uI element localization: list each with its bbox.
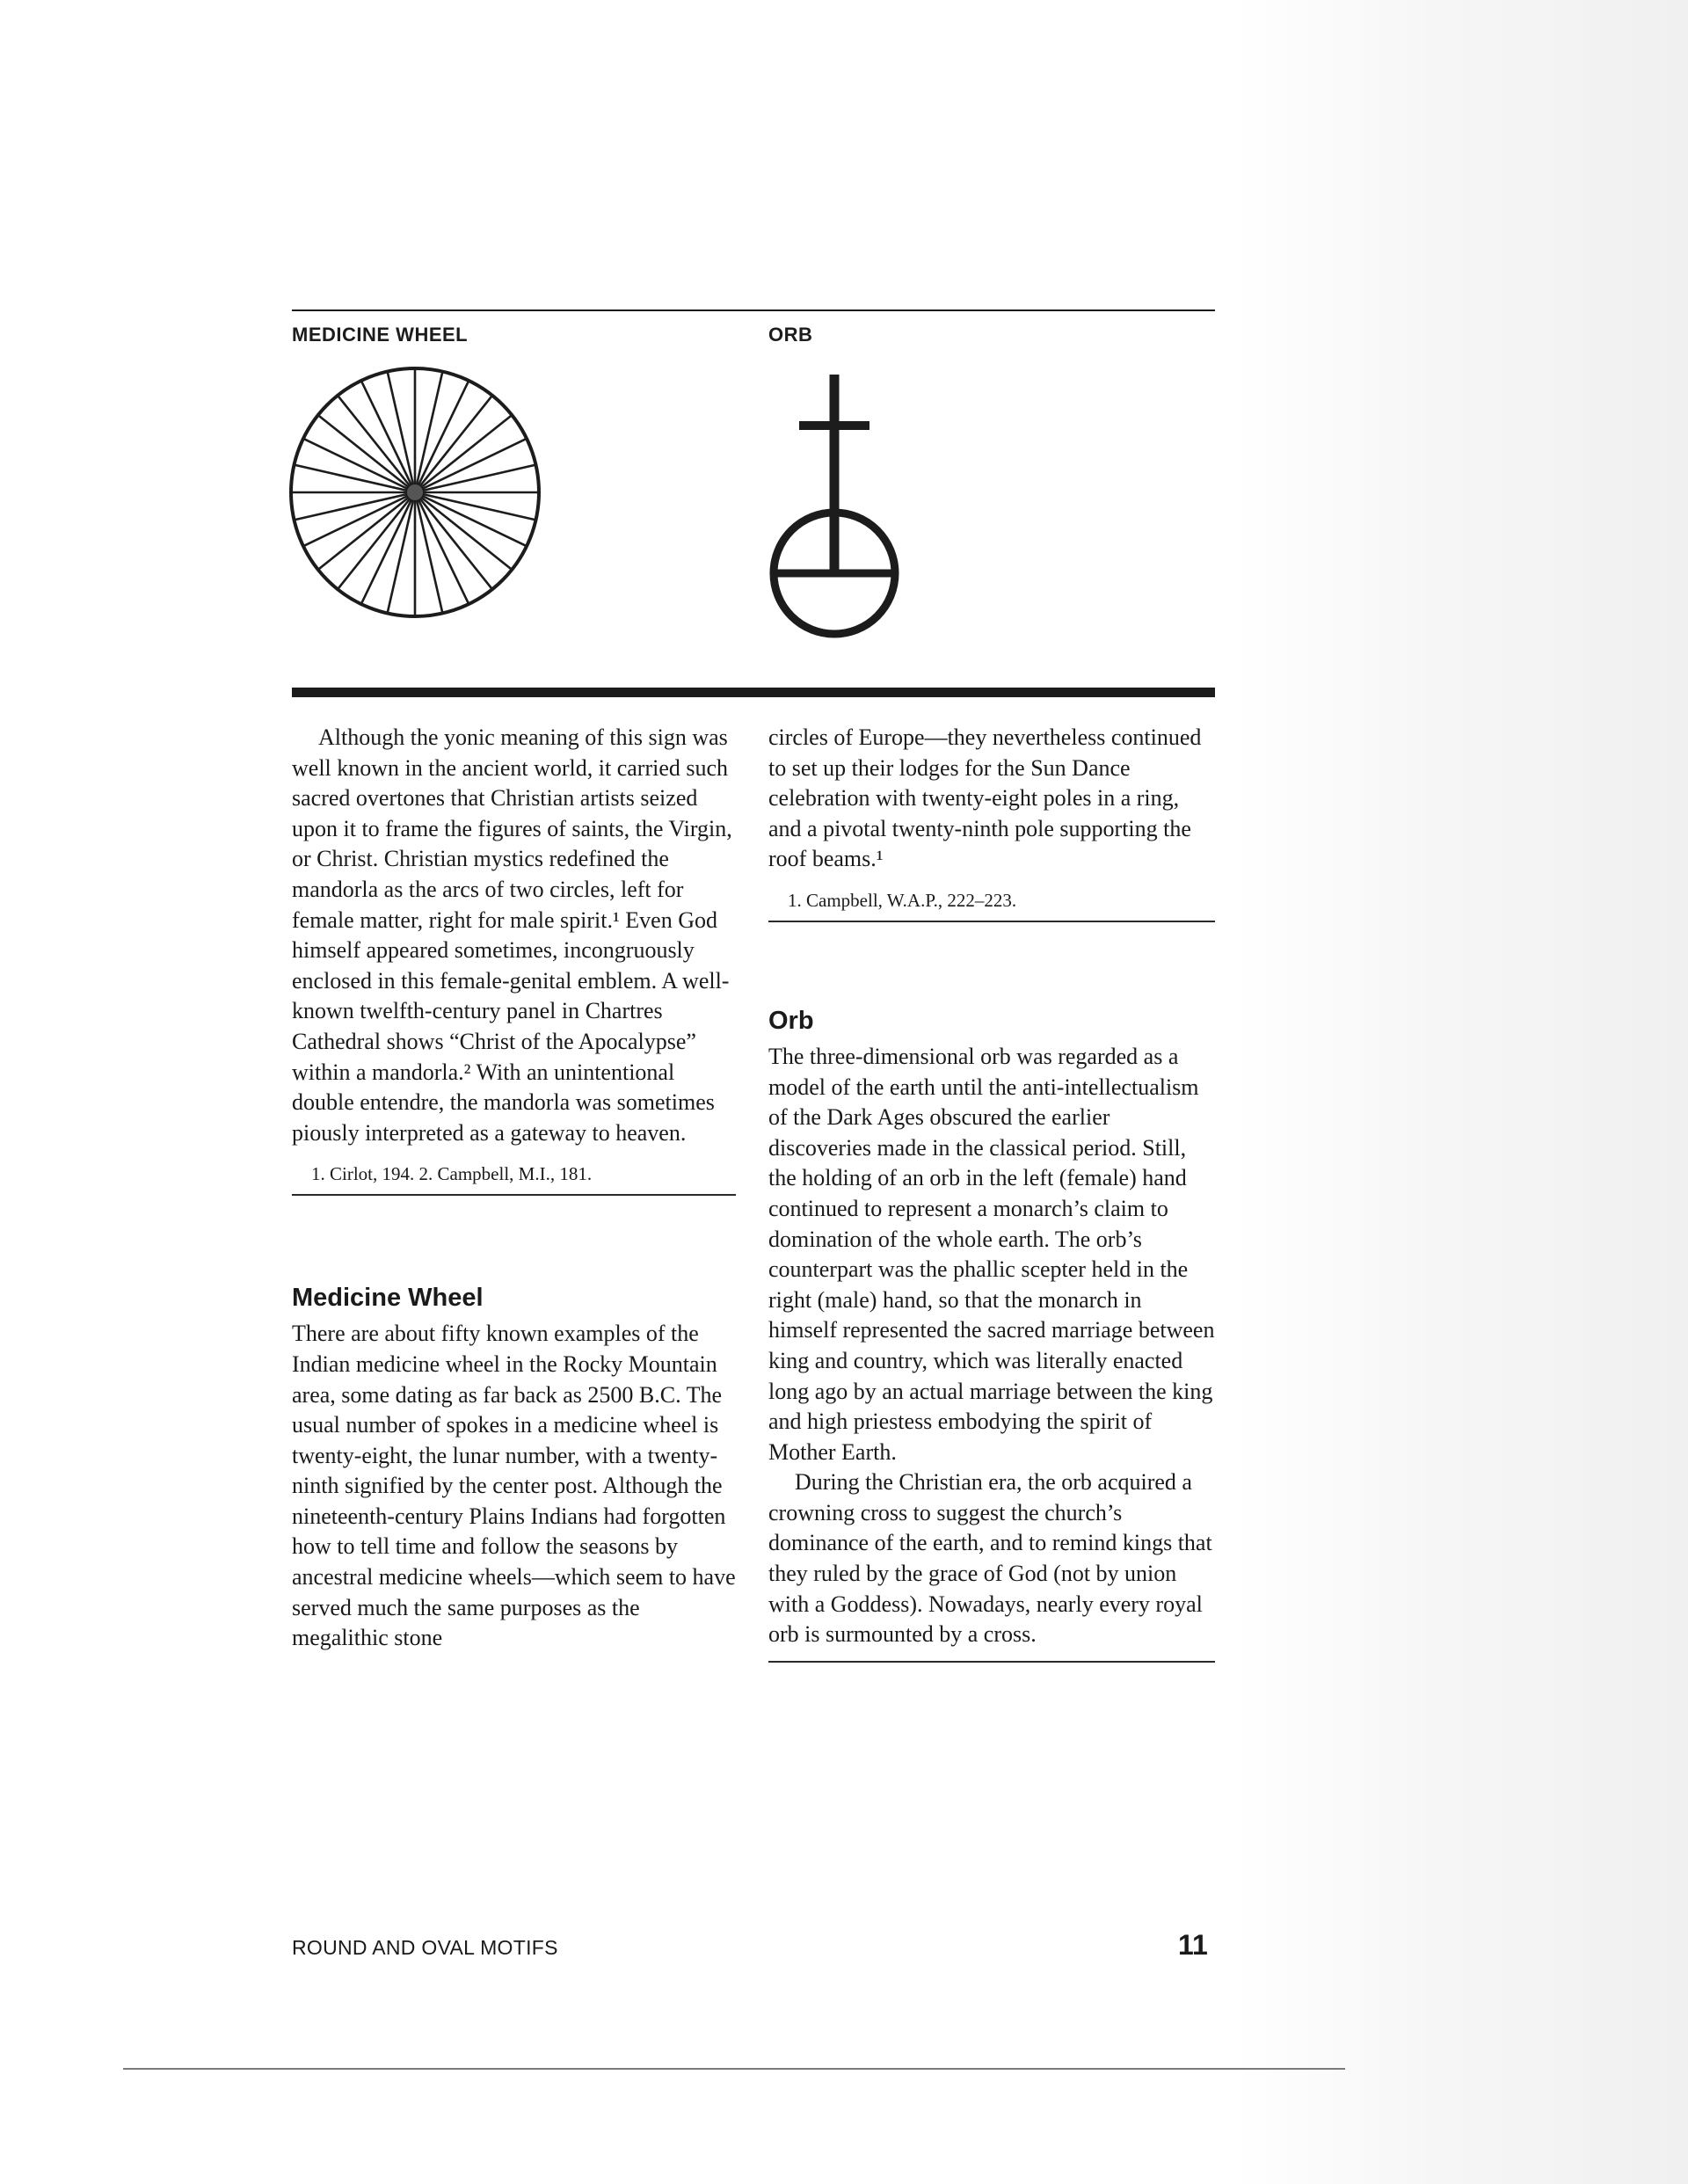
left-footnote-rule: [292, 1194, 736, 1196]
right-column: [768, 723, 1215, 1663]
top-rule: [292, 309, 1215, 311]
medicine-wheel-label: MEDICINE WHEEL: [292, 324, 469, 346]
sun-dance-text: circles of Europe—they nevertheless continued to set up their lodges for the Sun Dance celebration with twenty-eight poles in a ring, and a pivotal twenty-ninth pole supporting the roof beams.¹: [768, 724, 1202, 872]
right-footnote-rule: [768, 921, 1215, 922]
left-footnote: 1. Cirlot, 194. 2. Campbell, M.I., 181.: [311, 1163, 593, 1185]
medicine-wheel-heading: Medicine Wheel: [292, 1284, 484, 1313]
orb-label: ORB: [768, 324, 813, 346]
scan-shadow: [1231, 0, 1688, 2184]
symbol-divider: [292, 688, 1215, 697]
medicine-wheel-text: There are about fifty known examples of the Indian medicine wheel in the Rocky Mountain area, some dating as far back as 2500 B.C. The usual number of spokes in a medicine wheel is twenty-eight, the lunar number, with a twenty-ninth signified by the center post. Although the nineteenth-century Plains Indians had forgotten how to tell time and follow the seasons by ancestral medicine wheels—which seem to have served much the same purposes as the megalithic stone: [292, 1321, 736, 1651]
right-end-rule: [768, 1661, 1215, 1663]
orb-heading: Orb: [768, 1006, 814, 1035]
orb-text: The three-dimensional orb was regarded as a model of the earth until the anti-intellectualism of the Dark Ages obscured the earlier discoveries made in the classical period. Still, the holding of an orb in the left (female) hand continued to represent a monarch’s claim to domination of the whole earth. The orb’s counterpart was the phallic scepter held in the right (male) hand, so that the monarch in himself represented the sacred marriage between king and country, which was literally enacted long ago by an actual marriage between the king and high priestess embodying the spirit of Mother Earth.: [768, 1043, 1215, 1465]
scan-edge-line: [123, 2068, 1345, 2070]
page-number: 11: [1178, 1929, 1208, 1961]
mandorla-text: Although the yonic meaning of this sign was well known in the ancient world, it carried such sacred overtones that Christian artists seized upon it to frame the figures of saints, the Virgin, or Christ. Christian mystics redefined the mandorla as the arcs of two circles, left for female matter, right for male spirit.¹ Even God himself appeared sometimes, incongruously enclosed in this female-genital emblem. A well-known twelfth-century panel in Chartres Cathedral shows “Christ of the Apocalypse” within a mandorla.² With an unintentional double entendre, the mandorla was sometimes piously interpreted as a gateway to heaven.: [292, 724, 732, 1146]
medicine-wheel-icon: [283, 360, 547, 624]
section-title: ROUND AND OVAL MOTIFS: [292, 1936, 558, 1959]
orb-cross-icon: [764, 369, 905, 659]
orb-christian-text: During the Christian era, the orb acquired a crowning cross to suggest the church’s dominance of the earth, and to remind kings that they ruled by the grace of God (not by union with a Goddess). Nowadays, nearly every royal orb is surmounted by a cross.: [768, 1469, 1212, 1648]
right-footnote: 1. Campbell, W.A.P., 222–223.: [788, 889, 1017, 911]
left-column: [292, 723, 736, 1654]
